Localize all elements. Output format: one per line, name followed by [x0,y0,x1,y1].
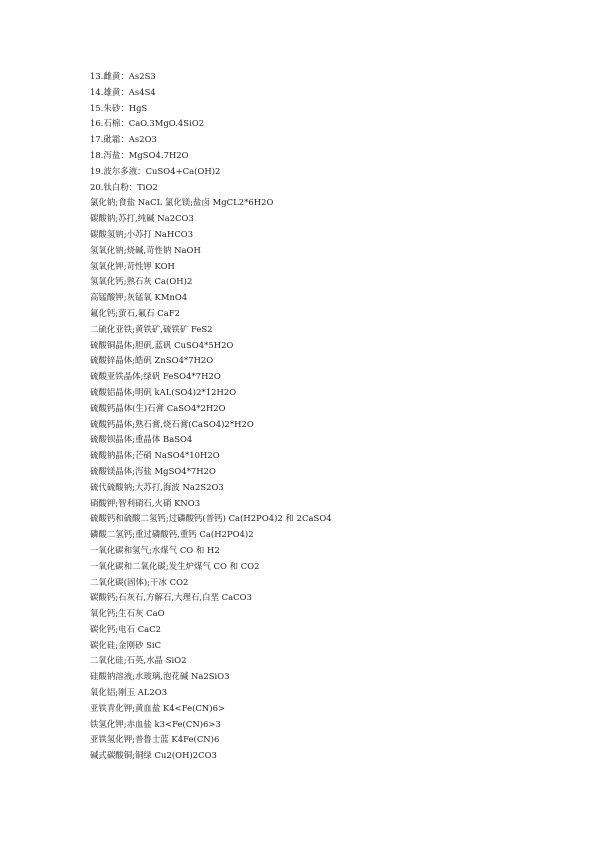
list-item: 亚铁氢化钾;普鲁士蓝 K4Fe(CN)6 [90,734,220,745]
list-item: 碳酸氢钠;小苏打 NaHCO3 [90,228,194,239]
list-item: 一氧化碳和二氧化碳;发生炉煤气 CO 和 CO2 [90,560,260,571]
list-item: 硫酸锌晶体;皓矾 ZnSO4*7H2O [90,355,214,366]
list-item: 硫酸钙和硫酸二氢钙;过磷酸钙(普钙) Ca(H2PO4)2 和 2CaSO4 [90,513,332,524]
list-item: 磷酸二氢钙;重过磷酸钙,重钙 Ca(H2PO4)2 [90,529,254,540]
chemical-names-list [90,69,332,764]
list-item: 15.朱砂：HgS [90,102,148,113]
list-item: 碳酸钙;石灰石,方解石,大理石,白垩 CaCO3 [90,592,252,603]
list-item: 氧化钙;生石灰 CaO [90,608,165,619]
list-item: 硫酸镁晶体;泻盐 MgSO4*7H2O [90,465,216,476]
list-item: 碳酸钠;苏打,纯碱 Na2CO3 [90,213,194,224]
list-item: 氢氧化钾;苛性钾 KOH [90,260,175,271]
list-item: 硫酸钙晶体(生)石膏 CaSO4*2H2O [90,402,226,413]
list-item: 硫酸钙晶体;熟石膏,烧石膏(CaSO4)2*H2O [90,418,254,429]
list-item: 硫酸钡晶体;重晶体 BaSO4 [90,434,193,445]
list-item: 20.钛白粉：TiO2 [90,181,158,192]
list-item: 19.波尔多液：CuSO4+Ca(OH)2 [90,165,221,176]
list-item: 氢氧化钠;烧碱,苛性钠 NaOH [90,244,201,255]
list-item: 硫酸钠晶体;芒硝 NaSO4*10H2O [90,450,220,461]
list-item: 高锰酸钾;灰锰氧 KMnO4 [90,292,188,303]
list-item: 16.石棉：CaO.3MgO.4SiO2 [90,118,205,129]
list-item: 17.砒霜：As2O3 [90,134,157,145]
list-item: 二氧化碳(固体);干冰 CO2 [90,576,189,587]
list-item: 氢氧化钙;熟石灰 Ca(OH)2 [90,276,193,287]
list-item: 碳化硅;金刚砂 SiC [90,639,162,650]
list-item: 硫酸亚铁晶体;绿矾 FeSO4*7H2O [90,371,221,382]
list-item: 硝酸钾;智利硝石,火硝 KNO3 [90,497,201,508]
list-item: 14.雄黄：As4S4 [90,86,156,97]
list-item: 铁氢化钾;赤血盐 k3<Fe(CN)6>3 [90,718,221,729]
list-item: 氟化钙;萤石,氟石 CaF2 [90,307,181,318]
list-item: 硫酸铜晶体;胆矾,蓝矾 CuSO4*5H2O [90,339,234,350]
list-item: 碱式碳酸铜;铜绿 Cu2(OH)2CO3 [90,750,217,761]
list-item: 13.雌黄：As2S3 [90,71,156,81]
list-item: 氯化钠;食盐 NaCL 氯化镁;盐卤 MgCL2*6H2O [90,197,274,208]
list-item: 硫代硫酸钠;大苏打,海波 Na2S2O3 [90,481,224,492]
list-item: 二氧化硅;石英,水晶 SiO2 [90,655,187,666]
list-item: 硫酸铝晶体;明矾 kAL(SO4)2*12H2O [90,386,237,397]
list-item: 一氧化碳和氢气;水煤气 CO 和 H2 [90,544,220,555]
list-item: 18.泻盐：MgSO4.7H2O [90,149,189,160]
list-item: 氧化铝;刚玉 AL2O3 [90,687,168,698]
list-item: 二硫化亚铁;黄铁矿,硫铁矿 FeS2 [90,323,213,334]
list-item: 硅酸钠溶液;水玻璃,泡花碱 Na2SiO3 [90,671,230,682]
list-item: 亚铁青化钾;黄血盐 K4<Fe(CN)6> [90,702,226,713]
list-item: 碳化钙;电石 CaC2 [90,623,162,634]
